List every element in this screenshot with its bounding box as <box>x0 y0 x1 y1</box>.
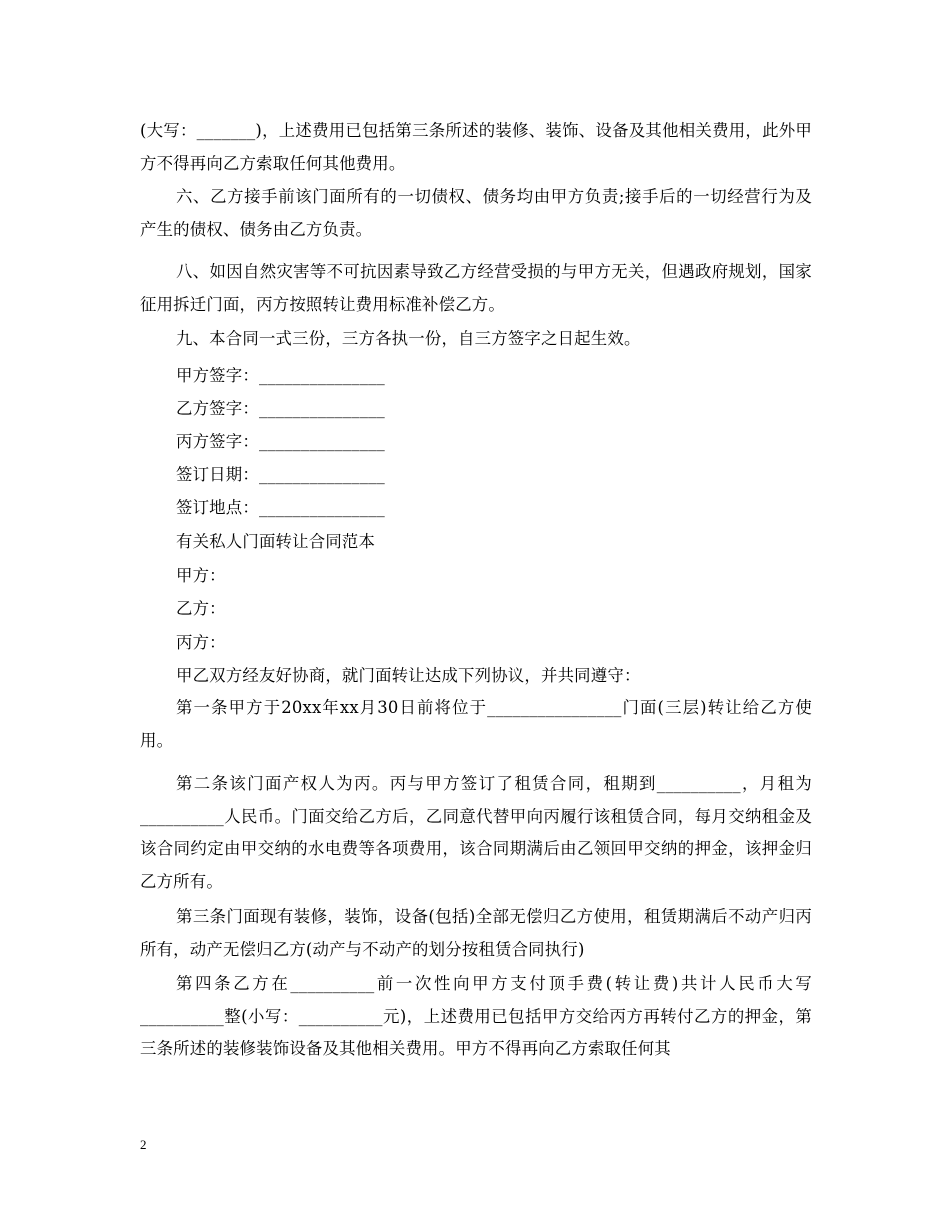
page-number: 2 <box>140 1137 147 1152</box>
signature-line-party-c: 丙方签字：_______________ <box>176 432 385 451</box>
paragraph-clause-nine: 九、本合同一式三份，三方各执一份，自三方签字之日起生效。 <box>176 329 641 348</box>
intro-line: 甲乙双方经友好协商，就门面转让达成下列协议，并共同遵守： <box>176 666 641 685</box>
signature-line-place: 签订地点：_______________ <box>176 498 385 517</box>
paragraph-clause-eight: 八、如因自然灾害等不可抗因素导致乙方经营受损的与甲方无关，但遇政府规划，国家征用拆迁门面，丙方按照转让费用标准补偿乙方。 <box>140 262 812 314</box>
article-four: 第四条乙方在__________前一次性向甲方支付顶手费(转让费)共计人民币大写__________整(小写：__________元)，上述费用已包括甲方交给丙方再转付乙方的押金，第三条所述的装修装饰设备及其他相关费用。甲方不得再向乙方索取任何其 <box>140 974 812 1059</box>
article-two: 第二条该门面产权人为丙。丙与甲方签订了租赁合同，租期到__________，月租为__________人民币。门面交给乙方后，乙同意代替甲向丙履行该租赁合同，每月交纳租金及该合同约定由甲交纳的水电费等各项费用，该合同期满后由乙领回甲交纳的押金，该押金归乙方所有。 <box>140 774 812 892</box>
party-a-line: 甲方： <box>176 566 226 585</box>
signature-line-party-b: 乙方签字：_______________ <box>176 399 385 418</box>
paragraph-clause-six: 六、乙方接手前该门面所有的一切债权、债务均由甲方负责;接手后的一切经营行为及产生的债权、债务由乙方负责。 <box>140 187 812 239</box>
signature-line-date: 签订日期：_______________ <box>176 465 385 484</box>
section-title: 有关私人门面转让合同范本 <box>176 532 376 551</box>
party-c-line: 丙方： <box>176 633 226 652</box>
article-three: 第三条门面现有装修，装饰，设备(包括)全部无偿归乙方使用，租赁期满后不动产归丙所有，动产无偿归乙方(动产与不动产的划分按租赁合同执行) <box>140 907 812 959</box>
party-b-line: 乙方： <box>176 599 226 618</box>
article-one: 第一条甲方于20xx年xx月30日前将位于________________门面(三层)转让给乙方使用。 <box>140 698 812 750</box>
paragraph-fee-continuation: (大写：_______)，上述费用已包括第三条所述的装修、装饰、设备及其他相关费用，此外甲方不得再向乙方索取任何其他费用。 <box>140 121 812 173</box>
signature-line-party-a: 甲方签字：_______________ <box>176 366 385 385</box>
